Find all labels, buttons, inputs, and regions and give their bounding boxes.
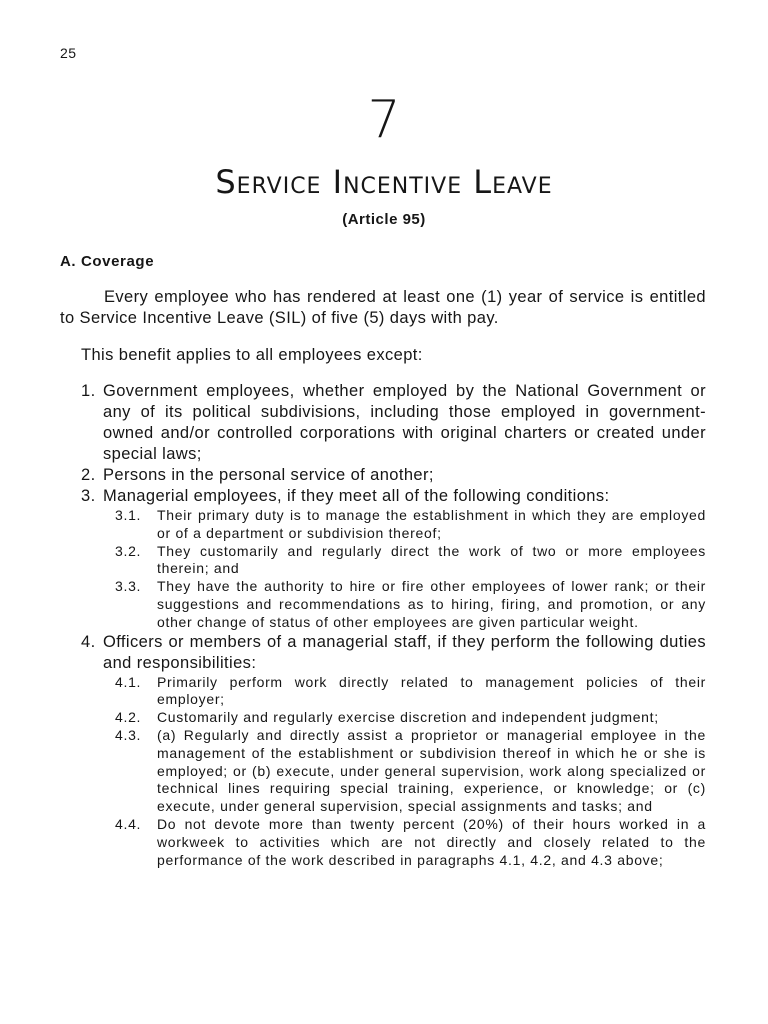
sub-item-number: 3.2. [115,542,142,559]
sub-item-text: They have the authority to hire or fire other employees of lower rank; or their suggestions and recommendations as to hiring, firing, and promotion, or any other change of status of other employees are given particular weight. [157,578,706,630]
list-item [81,486,706,507]
sub-item-number: 4.4. [115,815,142,832]
exceptions-intro: This benefit applies to all employees except: [81,346,423,364]
list-item-text: Officers or members of a managerial staff, if they perform the following duties and responsibilities: [103,632,706,672]
sub-list-item [115,709,706,727]
sub-list-item [115,507,706,543]
sub-item-text: Their primary duty is to manage the establishment in which they are employed or of a department or subdivision thereof; [157,507,706,541]
sub-item-number: 4.1. [115,673,142,690]
list-item-text: Persons in the personal service of another; [103,466,434,484]
list-item [81,381,706,465]
coverage-paragraph: Every employee who has rendered at least one (1) year of service is entitled to Service Incentive Leave (SIL) of five (5) days with pay. [60,288,706,327]
sub-item-text: Do not devote more than twenty percent (20%) of their hours worked in a workweek to activities which are not directly and closely related to the performance of the work described in paragraphs 4.1, 4.2, and 4.3 above; [157,815,706,868]
chapter-title: Service Incentive Leave [215,163,553,201]
sub-item-number: 4.3. [115,726,142,743]
list-item-number: 3. [81,487,96,505]
sub-list-item [115,816,706,869]
sub-item-text: Customarily and regularly exercise discretion and independent judgment; [157,709,659,726]
page-number: 25 [60,45,77,61]
sub-item-text: (a) Regularly and directly assist a proprietor or managerial employee in the management of the establishment or subdivision thereof in which he or she is employed; or (b) execute, under general supervision, work along specialized or technical lines requiring special training, experience, or knowledge; or (c) execute, under general supervision, special assignments and tasks; and [157,726,706,815]
sub-list-item [115,674,706,710]
sub-list-item [115,578,706,631]
list-item-number: 2. [81,466,96,484]
list-item-number: 4. [81,632,96,651]
list-item [81,465,706,486]
exceptions-list [81,381,706,869]
sub-item-number: 3.3. [115,578,142,595]
list-item-number: 1. [81,382,96,400]
list-item [81,632,706,674]
sub-list-item [115,727,706,816]
sub-list-item [115,543,706,579]
sub-item-number: 3.1. [115,507,142,523]
sub-item-text: They customarily and regularly direct the work of two or more employees therein; and [157,542,706,577]
sub-item-number: 4.2. [115,709,142,726]
section-heading: A. Coverage [60,253,155,270]
sub-item-text: Primarily perform work directly related to management policies of their employer; [157,673,706,708]
chapter-number: 7 [367,90,401,150]
article-reference: (Article 95) [342,211,426,228]
list-item-text: Government employees, whether employed by the National Government or any of its political subdivisions, including those employed in government-owned and/or controlled corporations with original charters or created under special laws; [103,382,706,463]
list-item-text: Managerial employees, if they meet all of the following conditions: [103,487,610,505]
